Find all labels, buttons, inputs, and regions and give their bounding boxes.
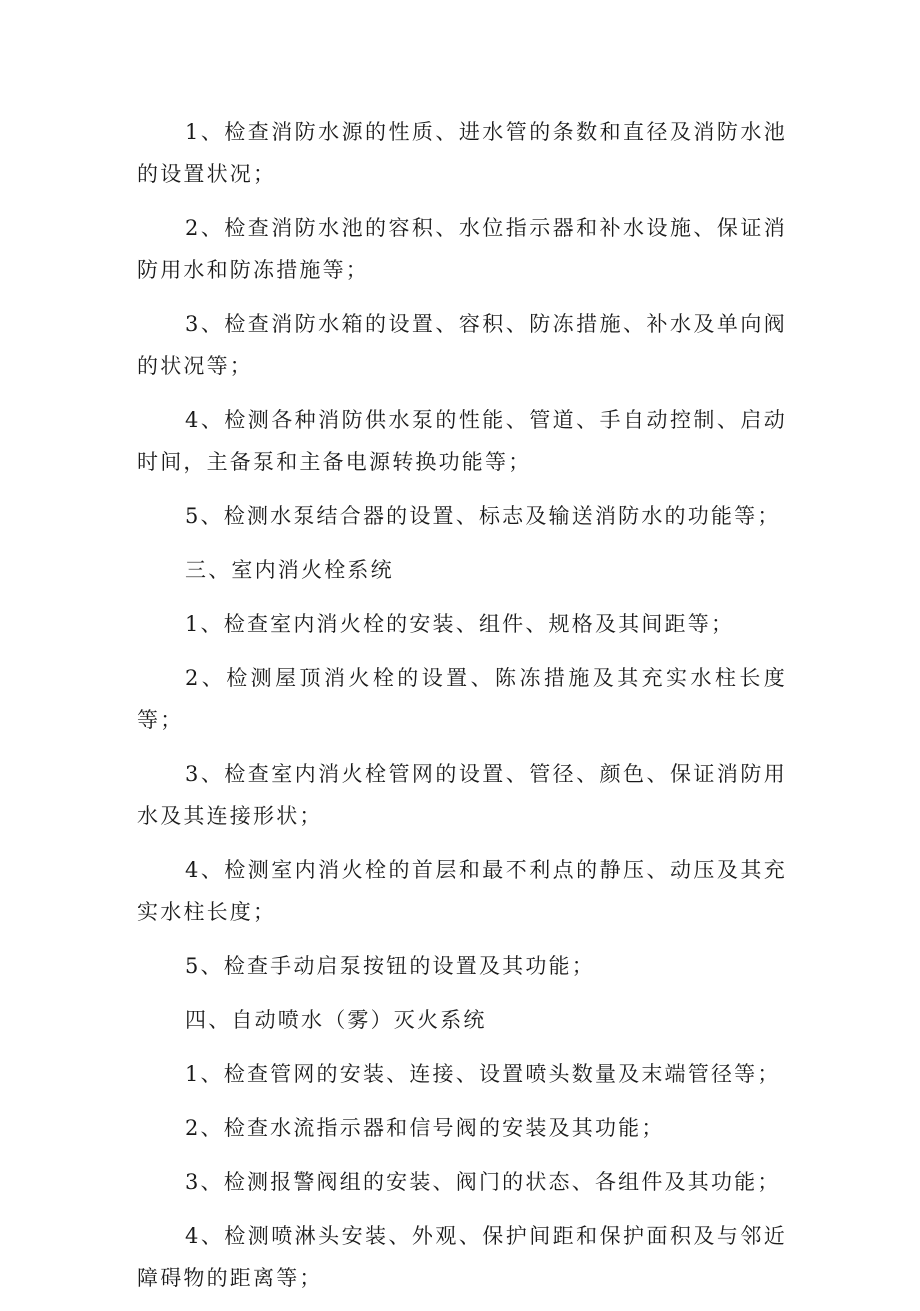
paragraph: 1、检查室内消火栓的安装、组件、规格及其间距等； [185, 612, 735, 636]
paragraph: 2、检测屋顶消火栓的设置、陈冻措施及其充实水柱长度等； [137, 666, 787, 732]
paragraph: 4、检测喷淋头安装、外观、保护间距和保护面积及与邻近障碍物的距离等； [137, 1224, 787, 1290]
paragraph: 5、检测水泵结合器的设置、标志及输送消防水的功能等； [185, 504, 781, 528]
paragraph: 1、检查消防水源的性质、进水管的条数和直径及消防水池的设置状况； [137, 120, 787, 186]
paragraph: 3、检查消防水箱的设置、容积、防冻措施、补水及单向阀的状况等； [137, 312, 787, 378]
section-heading: 三、室内消火栓系统 [185, 558, 394, 582]
section-heading: 四、自动喷水（雾）灭火系统 [185, 1008, 487, 1032]
paragraph: 4、检测室内消火栓的首层和最不利点的静压、动压及其充实水柱长度； [137, 858, 787, 924]
paragraph: 3、检测报警阀组的安装、阀门的状态、各组件及其功能； [185, 1170, 781, 1194]
paragraph: 5、检查手动启泵按钮的设置及其功能； [185, 954, 595, 978]
paragraph: 2、检查水流指示器和信号阀的安装及其功能； [185, 1116, 665, 1140]
paragraph: 2、检查消防水池的容积、水位指示器和补水设施、保证消防用水和防冻措施等； [137, 216, 787, 282]
paragraph: 3、检查室内消火栓管网的设置、管径、颜色、保证消防用水及其连接形状； [137, 762, 787, 828]
document-body [137, 111, 787, 1311]
paragraph: 4、检测各种消防供水泵的性能、管道、手自动控制、启动时间，主备泵和主备电源转换功能等； [137, 408, 787, 474]
paragraph: 1、检查管网的安装、连接、设置喷头数量及末端管径等； [185, 1062, 781, 1086]
